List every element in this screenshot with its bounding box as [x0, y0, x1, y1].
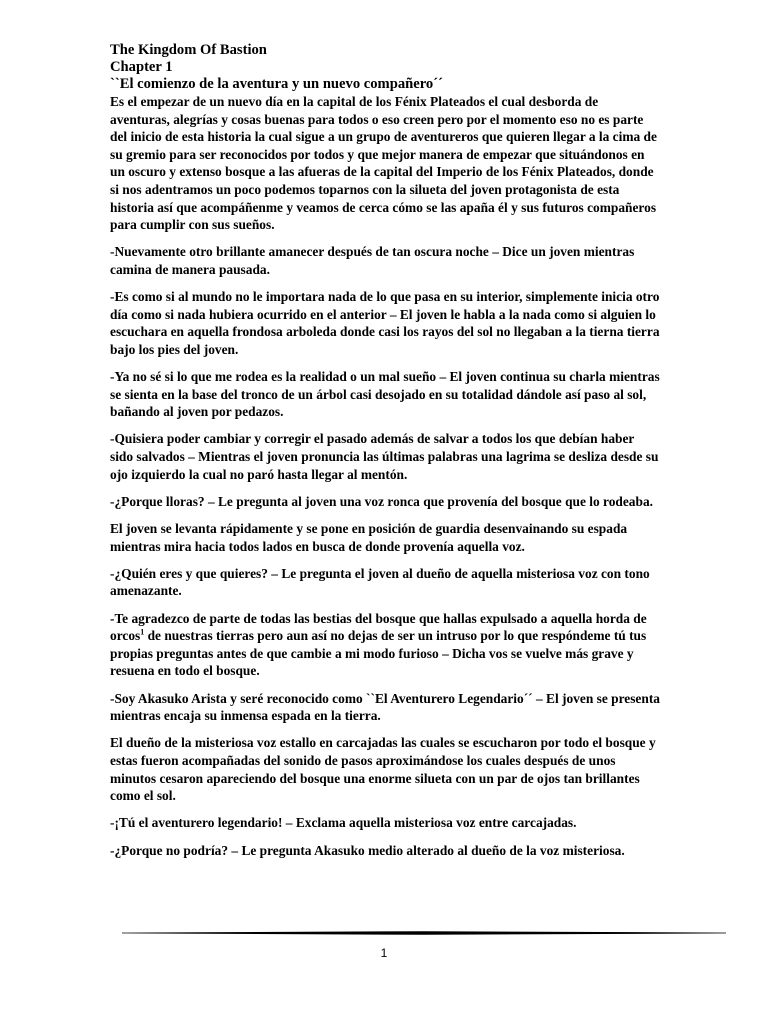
paragraph: -Nuevamente otro brillante amanecer después de tan oscura noche – Dice un joven mientras camina de manera pausada.: [110, 244, 635, 277]
paragraph-text: de nuestras tierras pero aun así no dejas de ser un intruso por lo que respóndeme tú tus propias preguntas antes de que cambie a mi modo furioso – Dicha vos se vuelve más grave y resuena en todo el bosque.: [110, 628, 647, 679]
page-number: 1: [380, 946, 388, 960]
paragraph: El joven se levanta rápidamente y se pone en posición de guardia desenvainando su espada mientras mira hacia todos lados en busca de donde provenía aquella voz.: [110, 521, 628, 554]
paragraph: -¿Porque no podría? – Le pregunta Akasuko medio alterado al dueño de la voz misteriosa.: [110, 842, 625, 858]
paragraph: El dueño de la misteriosa voz estallo en carcajadas las cuales se escucharon por todo el bosque y estas fueron acompañadas del sonido de pasos aproximándose los cuales después de unos minutos cesaron apareciendo del bosque una enorme silueta con un par de ojos tan brillantes como el sol.: [110, 735, 656, 804]
chapter-subtitle: ``El comienzo de la aventura y un nuevo compañero´´: [110, 76, 443, 92]
paragraph: -¡Tú el aventurero legendario! – Exclama aquella misteriosa voz entre carcajadas.: [110, 815, 577, 831]
paragraph: -¿Quién eres y que quieres? – Le pregunta el joven al dueño de aquella misteriosa voz con tono amenazante.: [110, 565, 650, 599]
document-title: The Kingdom Of Bastion: [110, 42, 267, 58]
paragraph: -Es como si al mundo no le importara nada de lo que pasa en su interior, simplemente inicia otro día como si nada hubiera ocurrido en el anterior – El joven le habla a la nada como si alguien lo escuchara en aquella frondosa arboleda donde casi los rayos del sol no llegaban a la tierna tierra bajo los pies del joven.: [110, 289, 660, 357]
footer-divider: [122, 931, 726, 935]
document-body: [110, 42, 660, 869]
paragraph: -Quisiera poder cambiar y corregir el pasado además de salvar a todos los que debían haber sido salvados – Mientras el joven pronuncia las últimas palabras una lagrima se desliza desde su ojo izquierdo la cual no paró hasta llegar al mentón.: [110, 431, 659, 482]
paragraph: -¿Porque lloras? – Le pregunta al joven una voz ronca que provenía del bosque que lo rodeaba.: [110, 493, 653, 509]
paragraph: -Soy Akasuko Arista y seré reconocido como ``El Aventurero Legendario´´ – El joven se presenta mientras encaja su inmensa espada en la tierra.: [110, 690, 660, 724]
footnote-reference[interactable]: 1: [140, 627, 145, 637]
chapter-heading: Chapter 1: [110, 59, 173, 75]
paragraph-with-footnote: [110, 610, 660, 680]
paragraph: -Ya no sé si lo que me rodea es la realidad o un mal sueño – El joven continua su charla mientras se sienta en la base del tronco de un árbol casi desojado en su totalidad dándole así paso al sol, bañando al joven por pedazos.: [110, 369, 660, 420]
paragraph: Es el empezar de un nuevo día en la capital de los Fénix Plateados el cual desborda de aventuras, alegrías y cosas buenas para todos o eso creen pero por el momento eso no es parte del inicio de esta historia la cual sigue a un grupo de aventureros que quieren llegar a la cima de su gremio para ser reconocidos por todos y que mejor manera de empezar que situándonos en un oscuro y extenso bosque a las afueras de la capital del Imperio de los Fénix Plateados, donde si nos adentramos un poco podemos toparnos con la silueta del joven protagonista de esta historia así que acompáñenme y veamos de cerca cómo se las apaña él y sus futuros compañeros para cumplir con sus sueños.: [110, 94, 657, 233]
paragraph-text: -Te agradezco de parte de todas las bestias del bosque que hallas expulsado a aquella horda de orcos: [110, 610, 647, 644]
